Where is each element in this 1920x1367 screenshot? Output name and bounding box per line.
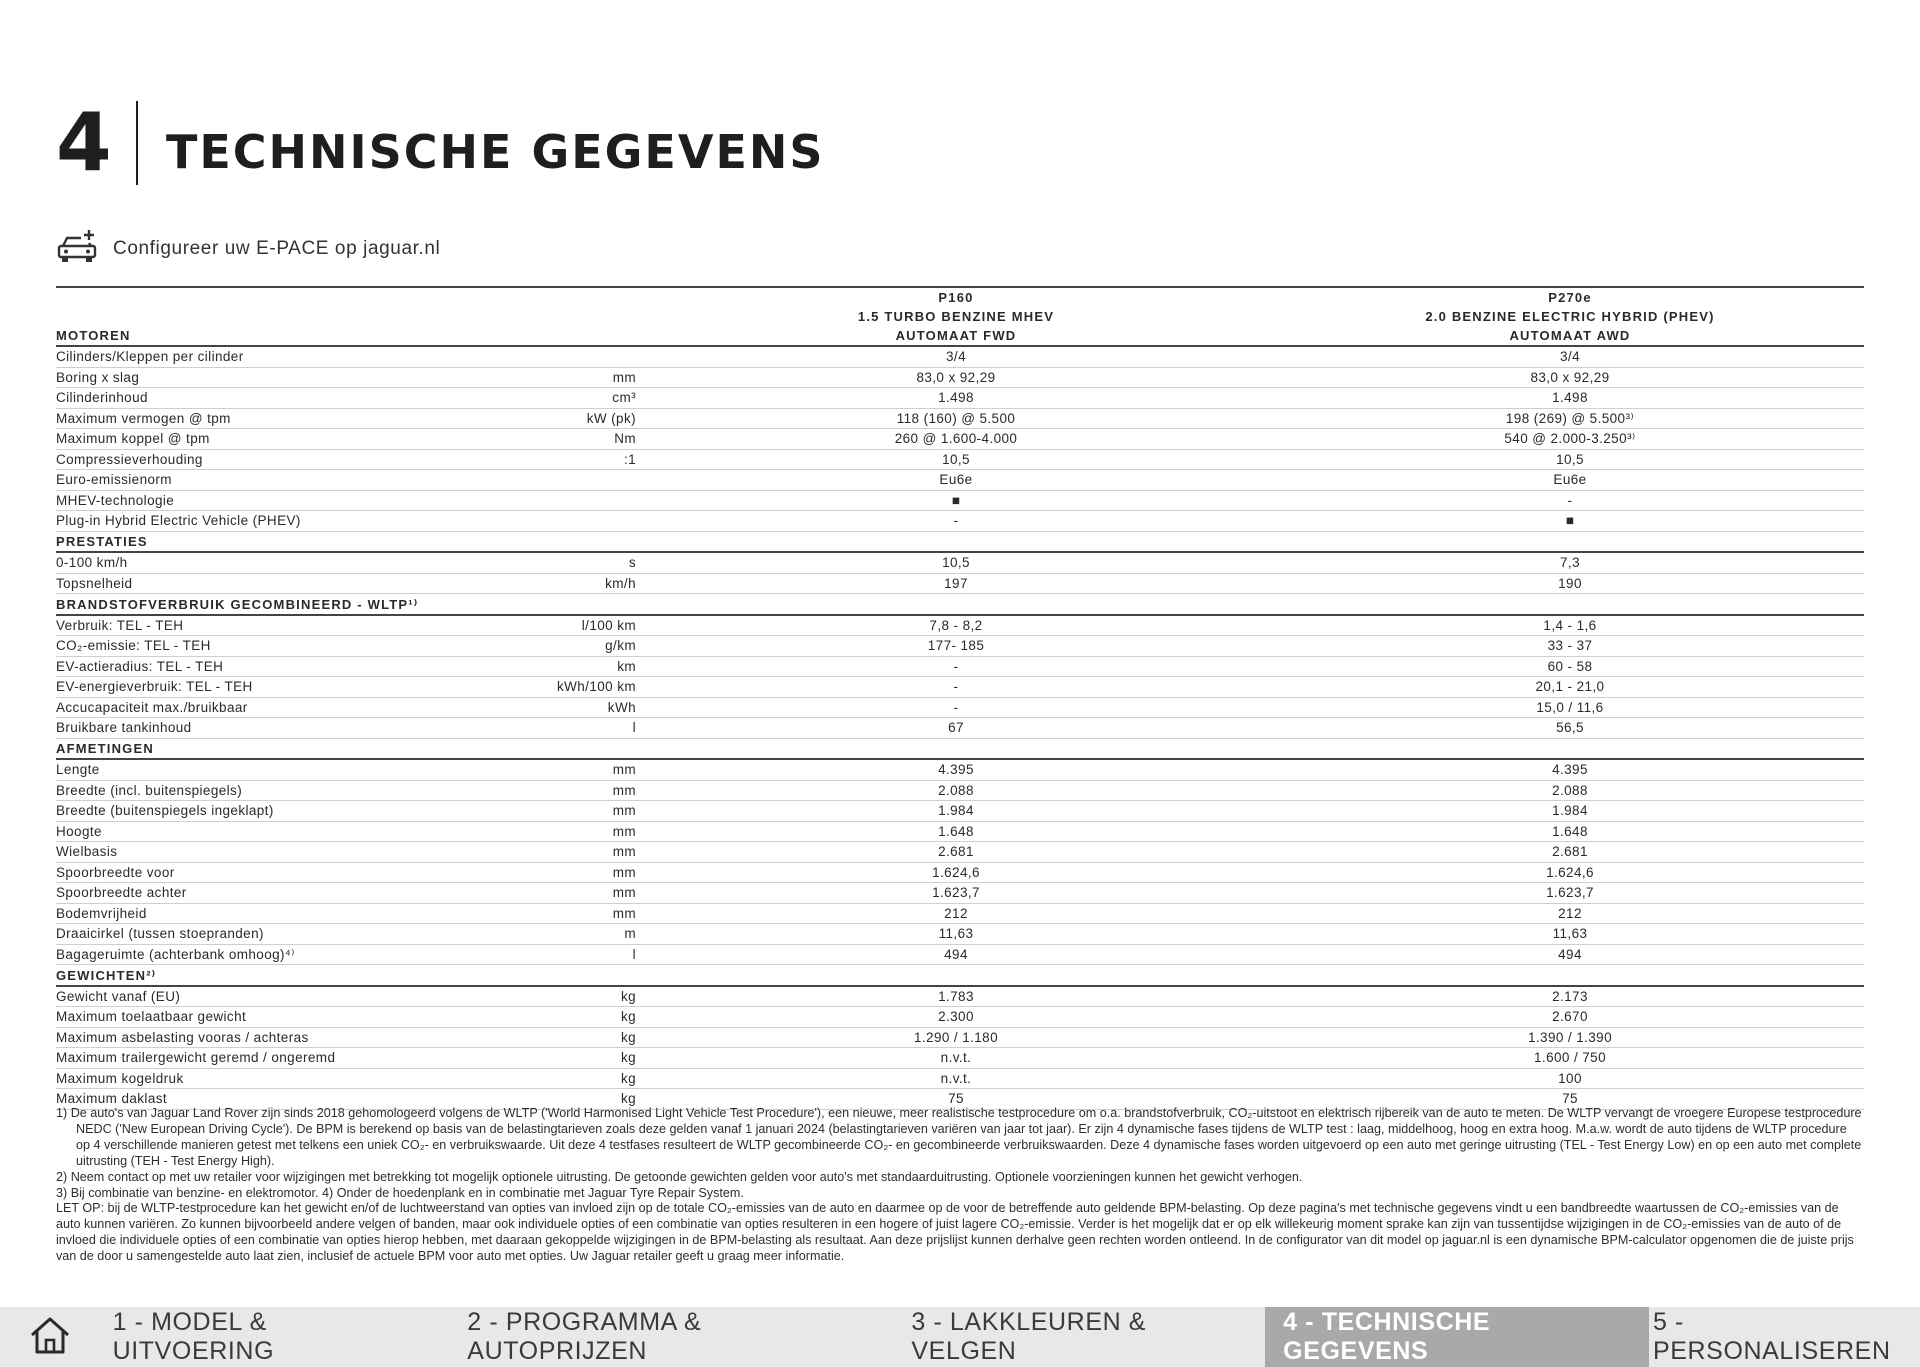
nav-tab-label: 3 - LAKKLEUREN & VELGEN bbox=[911, 1308, 1147, 1365]
spec-unit: kWh/100 km bbox=[476, 677, 636, 698]
spec-value-p160: 118 (160) @ 5.500 bbox=[636, 408, 1276, 429]
spec-label: Bodemvrijheid bbox=[56, 903, 476, 924]
spec-value-p160: 1.624,6 bbox=[636, 862, 1276, 883]
spec-value-p160: 1.623,7 bbox=[636, 883, 1276, 904]
footnote-2: 2) Neem contact op met uw retailer voor wijzigingen met betrekking tot mogelijk optionele uitrusting. De getoonde gewichten gelden voor auto's met standaarduitrusting. Optionele voorzieningen kunnen het gewicht verhogen. bbox=[56, 1169, 1303, 1184]
spec-value-p270e: 1.390 / 1.390 bbox=[1276, 1027, 1864, 1048]
footnotes bbox=[56, 1106, 1864, 1265]
spec-value-p160: 11,63 bbox=[636, 924, 1276, 945]
table-row bbox=[56, 470, 1864, 491]
table-header-row bbox=[56, 287, 1864, 346]
nav-tab-label: 5 - PERSONALISEREN bbox=[1652, 1308, 1891, 1365]
spec-unit: km bbox=[476, 656, 636, 677]
spec-unit: l bbox=[476, 718, 636, 739]
nav-tab-technische-gegevens[interactable] bbox=[1265, 1307, 1649, 1367]
spec-value-p160: - bbox=[636, 677, 1276, 698]
spec-value-p160: 83,0 x 92,29 bbox=[636, 367, 1276, 388]
spec-unit: kg bbox=[476, 986, 636, 1007]
spec-label: Maximum asbelasting vooras / achteras bbox=[56, 1027, 476, 1048]
nav-tab-programma-autoprijzen[interactable] bbox=[467, 1307, 873, 1367]
home-button[interactable] bbox=[0, 1307, 101, 1367]
section-header-row bbox=[56, 594, 1864, 615]
section-header-row bbox=[56, 738, 1864, 759]
spec-table bbox=[56, 286, 1864, 1110]
spec-value-p160: 75 bbox=[636, 1089, 1276, 1110]
spec-label: EV-actieradius: TEL - TEH bbox=[56, 656, 476, 677]
spec-unit: kWh bbox=[476, 697, 636, 718]
spec-label: Spoorbreedte achter bbox=[56, 883, 476, 904]
spec-value-p270e: ■ bbox=[1276, 511, 1864, 532]
spec-label: Gewicht vanaf (EU) bbox=[56, 986, 476, 1007]
spec-value-p270e: 1.623,7 bbox=[1276, 883, 1864, 904]
spec-value-p270e: 190 bbox=[1276, 573, 1864, 594]
table-row bbox=[56, 697, 1864, 718]
spec-label: Draaicirkel (tussen stoepranden) bbox=[56, 924, 476, 945]
spec-unit bbox=[476, 470, 636, 491]
spec-value-p160: 260 @ 1.600-4.000 bbox=[636, 429, 1276, 450]
table-row bbox=[56, 388, 1864, 409]
spec-label: Cilinderinhoud bbox=[56, 388, 476, 409]
table-row bbox=[56, 429, 1864, 450]
spec-unit: Nm bbox=[476, 429, 636, 450]
spec-label: 0-100 km/h bbox=[56, 552, 476, 573]
spec-value-p160: 212 bbox=[636, 903, 1276, 924]
table-row bbox=[56, 821, 1864, 842]
engine-column-header bbox=[636, 287, 1276, 346]
spec-unit: kW (pk) bbox=[476, 408, 636, 429]
engine-column-label: P270e 2.0 BENZINE ELECTRIC HYBRID (PHEV) AUTOMAAT AWD bbox=[1425, 290, 1715, 343]
header-divider bbox=[136, 101, 138, 185]
chapter-number: 4 bbox=[56, 96, 112, 189]
spec-unit bbox=[476, 346, 636, 367]
spec-unit: l/100 km bbox=[476, 615, 636, 636]
spec-label: Wielbasis bbox=[56, 842, 476, 863]
spec-value-p160: 2.088 bbox=[636, 780, 1276, 801]
spec-label: Compressieverhouding bbox=[56, 449, 476, 470]
table-row bbox=[56, 490, 1864, 511]
spec-label: Maximum kogeldruk bbox=[56, 1068, 476, 1089]
spec-value-p270e: 1.648 bbox=[1276, 821, 1864, 842]
spec-value-p270e: 2.088 bbox=[1276, 780, 1864, 801]
spec-label: Maximum daklast bbox=[56, 1089, 476, 1110]
table-row bbox=[56, 903, 1864, 924]
spec-label: Lengte bbox=[56, 759, 476, 780]
spec-label: Maximum vermogen @ tpm bbox=[56, 408, 476, 429]
spec-unit: m bbox=[476, 924, 636, 945]
spec-value-p160: n.v.t. bbox=[636, 1068, 1276, 1089]
spec-value-p270e: 3/4 bbox=[1276, 346, 1864, 367]
table-row bbox=[56, 636, 1864, 657]
spec-label: Breedte (incl. buitenspiegels) bbox=[56, 780, 476, 801]
bottom-navigation bbox=[0, 1307, 1920, 1367]
spec-label: Spoorbreedte voor bbox=[56, 862, 476, 883]
table-row bbox=[56, 615, 1864, 636]
table-row bbox=[56, 408, 1864, 429]
section-title: MOTOREN bbox=[56, 287, 476, 346]
spec-unit: mm bbox=[476, 759, 636, 780]
section-header-row bbox=[56, 965, 1864, 986]
table-row bbox=[56, 780, 1864, 801]
spec-value-p270e: 2.670 bbox=[1276, 1007, 1864, 1028]
unit-header bbox=[476, 287, 636, 346]
spec-value-p270e: 1.600 / 750 bbox=[1276, 1048, 1864, 1069]
page-title: TECHNISCHE GEGEVENS bbox=[166, 125, 825, 179]
spec-label: Plug-in Hybrid Electric Vehicle (PHEV) bbox=[56, 511, 476, 532]
spec-value-p160: 67 bbox=[636, 718, 1276, 739]
spec-label: Euro-emissienorm bbox=[56, 470, 476, 491]
spec-value-p270e: 4.395 bbox=[1276, 759, 1864, 780]
spec-value-p270e: 83,0 x 92,29 bbox=[1276, 367, 1864, 388]
table-row bbox=[56, 656, 1864, 677]
engine-column-header bbox=[1276, 287, 1864, 346]
spec-label: Cilinders/Kleppen per cilinder bbox=[56, 346, 476, 367]
spec-label: Breedte (buitenspiegels ingeklapt) bbox=[56, 801, 476, 822]
spec-unit: mm bbox=[476, 780, 636, 801]
spec-value-p160: 1.648 bbox=[636, 821, 1276, 842]
spec-unit: :1 bbox=[476, 449, 636, 470]
spec-label: Bruikbare tankinhoud bbox=[56, 718, 476, 739]
spec-value-p270e: 11,63 bbox=[1276, 924, 1864, 945]
spec-value-p160: 494 bbox=[636, 944, 1276, 965]
spec-label: Verbruik: TEL - TEH bbox=[56, 615, 476, 636]
spec-unit: s bbox=[476, 552, 636, 573]
spec-unit: mm bbox=[476, 842, 636, 863]
spec-value-p270e: 7,3 bbox=[1276, 552, 1864, 573]
spec-value-p160: 2.681 bbox=[636, 842, 1276, 863]
table-row bbox=[56, 759, 1864, 780]
table-row bbox=[56, 346, 1864, 367]
spec-value-p270e: 494 bbox=[1276, 944, 1864, 965]
spec-value-p270e: 60 - 58 bbox=[1276, 656, 1864, 677]
table-row bbox=[56, 677, 1864, 698]
table-row bbox=[56, 924, 1864, 945]
spec-value-p160: 2.300 bbox=[636, 1007, 1276, 1028]
spec-value-p270e: 10,5 bbox=[1276, 449, 1864, 470]
table-row bbox=[56, 1048, 1864, 1069]
spec-value-p160: 1.498 bbox=[636, 388, 1276, 409]
spec-value-p160: 10,5 bbox=[636, 449, 1276, 470]
spec-value-p270e: 212 bbox=[1276, 903, 1864, 924]
spec-value-p160: 3/4 bbox=[636, 346, 1276, 367]
nav-tab-model-uitvoering[interactable] bbox=[113, 1307, 426, 1367]
spec-value-p160: - bbox=[636, 511, 1276, 532]
spec-value-p160: 1.984 bbox=[636, 801, 1276, 822]
spec-value-p160: 197 bbox=[636, 573, 1276, 594]
spec-value-p160: 7,8 - 8,2 bbox=[636, 615, 1276, 636]
spec-unit: mm bbox=[476, 862, 636, 883]
spec-unit: mm bbox=[476, 367, 636, 388]
spec-unit: kg bbox=[476, 1007, 636, 1028]
table-row bbox=[56, 1068, 1864, 1089]
spec-label: Maximum toelaatbaar gewicht bbox=[56, 1007, 476, 1028]
section-title: BRANDSTOFVERBRUIK GECOMBINEERD - WLTP¹⁾ bbox=[56, 594, 1864, 615]
table-row bbox=[56, 842, 1864, 863]
spec-value-p270e: 1.498 bbox=[1276, 388, 1864, 409]
nav-tab-personaliseren[interactable] bbox=[1653, 1307, 1920, 1367]
spec-unit: kg bbox=[476, 1089, 636, 1110]
nav-tab-label: 1 - MODEL & UITVOERING bbox=[112, 1308, 275, 1365]
home-icon bbox=[28, 1315, 72, 1360]
table-row bbox=[56, 944, 1864, 965]
table-row bbox=[56, 511, 1864, 532]
footnote-1: 1) De auto's van Jaguar Land Rover zijn sinds 2018 gehomologeerd volgens de WLTP ('World Harmonised Light Vehicle Test Procedure'), een nieuwe, meer realistische testprocedure om o.a. brandstofverbruik, CO₂-uitstoot en elektrisch rijbereik van de auto te meten. De WLTP vervangt de vroegere Europese testprocedure NEDC ('New European Driving Cycle'). De BPM is berekend op basis van de belastingtarieven zoals deze gelden vanaf 1 januari 2024 (belastingtarieven variëren van jaar tot jaar). Er zijn 4 dynamische fases tijdens de WLTP test : laag, middelhoog, hoog en extra hoog. M.a.w. wordt de auto tijdens de WLTP procedure op 4 verschillende manieren getest met telkens een uniek CO₂- en verbruikswaarde. Uit deze 4 testfases resulteert de WLTP gecombineerde CO₂- en gecombineerde verbruikswaarden. Deze 4 dynamische fases worden uitgevoerd op een auto met geringe uitrusting (TEL - Test Energy Low) en op een auto met complete uitrusting (TEH - Test Energy High). bbox=[56, 1106, 1862, 1168]
spec-value-p270e: 33 - 37 bbox=[1276, 636, 1864, 657]
spec-value-p270e: 2.681 bbox=[1276, 842, 1864, 863]
nav-tab-lakkleuren-velgen[interactable] bbox=[911, 1307, 1247, 1367]
table-row bbox=[56, 1007, 1864, 1028]
spec-unit: kg bbox=[476, 1048, 636, 1069]
spec-unit: l bbox=[476, 944, 636, 965]
spec-value-p270e: 540 @ 2.000-3.250³⁾ bbox=[1276, 429, 1864, 450]
spec-label: MHEV-technologie bbox=[56, 490, 476, 511]
table-row bbox=[56, 573, 1864, 594]
table-row bbox=[56, 986, 1864, 1007]
spec-value-p160: - bbox=[636, 656, 1276, 677]
spec-label: Maximum trailergewicht geremd / ongeremd bbox=[56, 1048, 476, 1069]
engine-column-label: P160 1.5 TURBO BENZINE MHEV AUTOMAAT FWD bbox=[857, 290, 1055, 343]
page-header bbox=[56, 96, 825, 189]
spec-value-p160: 1.783 bbox=[636, 986, 1276, 1007]
table-row bbox=[56, 449, 1864, 470]
spec-value-p160: 1.290 / 1.180 bbox=[636, 1027, 1276, 1048]
spec-unit: mm bbox=[476, 883, 636, 904]
footnote-3: 3) Bij combinatie van benzine- en elektromotor. 4) Onder de hoedenplank en in combinatie met Jaguar Tyre Repair System. bbox=[56, 1185, 744, 1200]
spec-value-p160: 4.395 bbox=[636, 759, 1276, 780]
spec-label: Maximum koppel @ tpm bbox=[56, 429, 476, 450]
spec-value-p160: - bbox=[636, 697, 1276, 718]
section-title: AFMETINGEN bbox=[56, 738, 1864, 759]
nav-tab-label: 4 - TECHNISCHE GEGEVENS bbox=[1283, 1308, 1491, 1365]
configurator-link[interactable] bbox=[56, 228, 440, 269]
spec-value-p270e: - bbox=[1276, 490, 1864, 511]
table-row bbox=[56, 801, 1864, 822]
section-title: GEWICHTEN²⁾ bbox=[56, 965, 1864, 986]
table-row bbox=[56, 718, 1864, 739]
spec-value-p160: ■ bbox=[636, 490, 1276, 511]
spec-value-p270e: 1,4 - 1,6 bbox=[1276, 615, 1864, 636]
spec-value-p270e: 1.624,6 bbox=[1276, 862, 1864, 883]
spec-unit: kg bbox=[476, 1068, 636, 1089]
spec-unit: mm bbox=[476, 801, 636, 822]
section-title: PRESTATIES bbox=[56, 531, 1864, 552]
spec-label: Accucapaciteit max./bruikbaar bbox=[56, 697, 476, 718]
spec-value-p160: 177- 185 bbox=[636, 636, 1276, 657]
spec-unit: cm³ bbox=[476, 388, 636, 409]
spec-value-p270e: 100 bbox=[1276, 1068, 1864, 1089]
spec-value-p270e: 56,5 bbox=[1276, 718, 1864, 739]
spec-value-p270e: 1.984 bbox=[1276, 801, 1864, 822]
nav-tab-label: 2 - PROGRAMMA & AUTOPRIJZEN bbox=[467, 1308, 702, 1365]
table-row bbox=[56, 862, 1864, 883]
spec-value-p270e: 198 (269) @ 5.500³⁾ bbox=[1276, 408, 1864, 429]
spec-value-p270e: 20,1 - 21,0 bbox=[1276, 677, 1864, 698]
spec-label: Hoogte bbox=[56, 821, 476, 842]
table-row bbox=[56, 883, 1864, 904]
spec-value-p160: 10,5 bbox=[636, 552, 1276, 573]
spec-unit: kg bbox=[476, 1027, 636, 1048]
spec-value-p270e: 15,0 / 11,6 bbox=[1276, 697, 1864, 718]
spec-label: CO₂-emissie: TEL - TEH bbox=[56, 636, 476, 657]
car-configurator-icon bbox=[56, 228, 98, 269]
spec-value-p270e: Eu6e bbox=[1276, 470, 1864, 491]
spec-label: Topsnelheid bbox=[56, 573, 476, 594]
spec-unit bbox=[476, 511, 636, 532]
spec-unit bbox=[476, 490, 636, 511]
spec-value-p160: Eu6e bbox=[636, 470, 1276, 491]
spec-value-p270e: 75 bbox=[1276, 1089, 1864, 1110]
spec-label: Boring x slag bbox=[56, 367, 476, 388]
spec-unit: mm bbox=[476, 903, 636, 924]
table-row bbox=[56, 552, 1864, 573]
spec-label: EV-energieverbruik: TEL - TEH bbox=[56, 677, 476, 698]
spec-value-p160: n.v.t. bbox=[636, 1048, 1276, 1069]
spec-value-p270e: 2.173 bbox=[1276, 986, 1864, 1007]
spec-unit: mm bbox=[476, 821, 636, 842]
footnote-disclaimer: LET OP: bij de WLTP-testprocedure kan het gewicht en/of de luchtweerstand van opties van invloed zijn op de totale CO₂-emissies van de auto en daarmee op de voor de betreffende auto geldende BPM-belasting. Op deze pagina's met technische gegevens vindt u een bandbreedte waartussen de CO₂-emissies van de auto kunnen variëren. Zo kunnen bijvoorbeeld andere velgen of banden, maar ook individuele opties of een combinatie van opties resulteren in een hogere of juist lagere CO₂-emissie. Verder is het mogelijk dat er op elk willekeurig moment sprake kan zijn van tussentijdse wijzigingen in de CO₂-emissies van de auto of de invloed die individuele opties of een combinatie van opties hierop hebben, met daaraan gekoppelde wijzigingen in de BPM-belasting als resultaat. Aan deze prijslijst kunnen derhalve geen rechten worden ontleend. In de configurator van dit model op jaguar.nl is een dynamische BPM-calculator opgenomen die de juiste prijs van de door u samengestelde auto laat zien, inclusief de actuele BPM voor auto met opties. Uw Jaguar retailer geeft u graag meer informatie. bbox=[56, 1201, 1854, 1264]
table-row bbox=[56, 1027, 1864, 1048]
spec-unit: g/km bbox=[476, 636, 636, 657]
table-row bbox=[56, 367, 1864, 388]
section-header-row bbox=[56, 531, 1864, 552]
configurator-link-text[interactable]: Configureer uw E-PACE op jaguar.nl bbox=[113, 237, 441, 259]
spec-label: Bagageruimte (achterbank omhoog)⁴⁾ bbox=[56, 944, 476, 965]
spec-unit: km/h bbox=[476, 573, 636, 594]
